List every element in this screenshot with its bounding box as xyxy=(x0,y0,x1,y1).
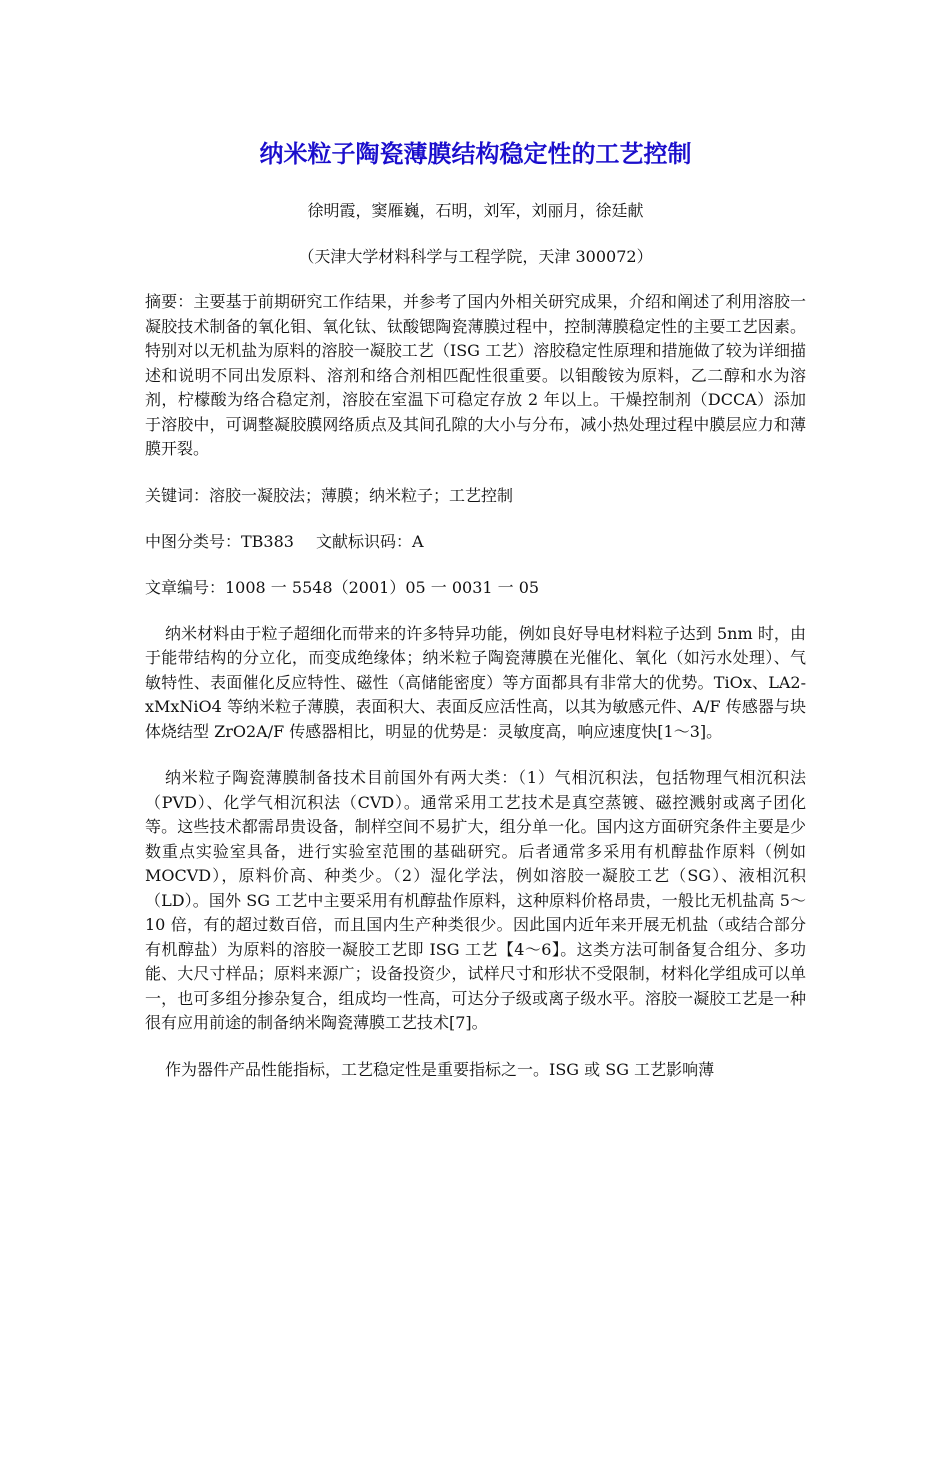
body-paragraph-3: 作为器件产品性能指标，工艺稳定性是重要指标之一。ISG 或 SG 工艺影响薄 xyxy=(165,1059,715,1079)
classification-line xyxy=(145,530,806,554)
abstract-paragraph: 摘要：主要基于前期研究工作结果，并参考了国内外相关研究成果，介绍和阐述了利用溶胶一凝胶技术制备的氧化钼、氧化钛、钛酸锶陶瓷薄膜过程中，控制薄膜稳定性的主要工艺因素。特别对以无机盐为原料的溶胶一凝胶工艺（ISG 工艺）溶胶稳定性原理和措施做了较为详细描述和说明不同出发原料、溶剂和络合剂相匹配性很重要。以钼酸铵为原料，乙二醇和水为溶剂，柠檬酸为络合稳定剂，溶胶在室温下可稳定存放 2 年以上。干燥控制剂（DCCA）添加于溶胶中，可调整凝胶膜网络质点及其间孔隙的大小与分布，减小热处理过程中膜层应力和薄膜开裂。 xyxy=(145,292,806,458)
clc-number: 中图分类号：TB383 xyxy=(145,531,294,551)
document-code: 文献标识码：A xyxy=(315,531,424,551)
body-paragraph-2: 纳米粒子陶瓷薄膜制备技术目前国外有两大类：（1）气相沉积法，包括物理气相沉积法（PVD）、化学气相沉积法（CVD）。通常采用工艺技术是真空蒸镀、磁控溅射或离子团化等。这些技术都需昂贵设备，制样空间不易扩大，组分单一化。国内这方面研究条件主要是少数重点实验室具备，进行实验室范围的基础研究。后者通常多采用有机醇盐作原料（例如 MOCVD），原料价高、种类少。（2）湿化学法，例如溶胶一凝胶工艺（SG）、液相沉积（LD）。国外 SG 工艺中主要采用有机醇盐作原料，这种原料价格昂贵，一般比无机盐高 5～10 倍，有的超过数百倍，而且国内生产种类很少。因此国内近年来开展无机盐（或结合部分有机醇盐）为原料的溶胶一凝胶工艺即 ISG 工艺【4～6】。这类方法可制备复合组分、多功能、大尺寸样品；原料来源广；设备投资少，试样尺寸和形状不受限制，材料化学组成可以单一，也可多组分掺杂复合，组成均一性高，可达分子级或离子级水平。溶胶一凝胶工艺是一种很有应用前途的制备纳米陶瓷薄膜工艺技术[7]。 xyxy=(145,768,806,1032)
keywords-line: 关键词：溶胶一凝胶法；薄膜；纳米粒子；工艺控制 xyxy=(145,485,514,505)
author-list: 徐明霞，窦雁巍，石明，刘军，刘丽月，徐廷献 xyxy=(307,201,644,220)
body-paragraph-1: 纳米材料由于粒子超细化而带来的许多特异功能，例如良好导电材料粒子达到 5nm 时，由于能带结构的分立化，而变成绝缘体；纳米粒子陶瓷薄膜在光催化、氧化（如污水处理）、气敏特性、表面催化反应特性、磁性（高储能密度）等方面都具有非常大的优势。TiOx、LA2-xMxNiO4 等纳米粒子薄膜，表面积大、表面反应活性高，以其为敏感元件、A/F 传感器与块体烧结型 ZrO2A/F 传感器相比，明显的优势是：灵敏度高，响应速度快[1～3]。 xyxy=(145,623,806,741)
affiliation: （天津大学材料科学与工程学院，天津 300072） xyxy=(298,247,653,266)
paper-title: 纳米粒子陶瓷薄膜结构稳定性的工艺控制 xyxy=(259,139,692,168)
article-number-line: 文章编号：1008 一 5548（2001）05 一 0031 一 05 xyxy=(145,577,540,597)
document-page xyxy=(0,140,950,1484)
